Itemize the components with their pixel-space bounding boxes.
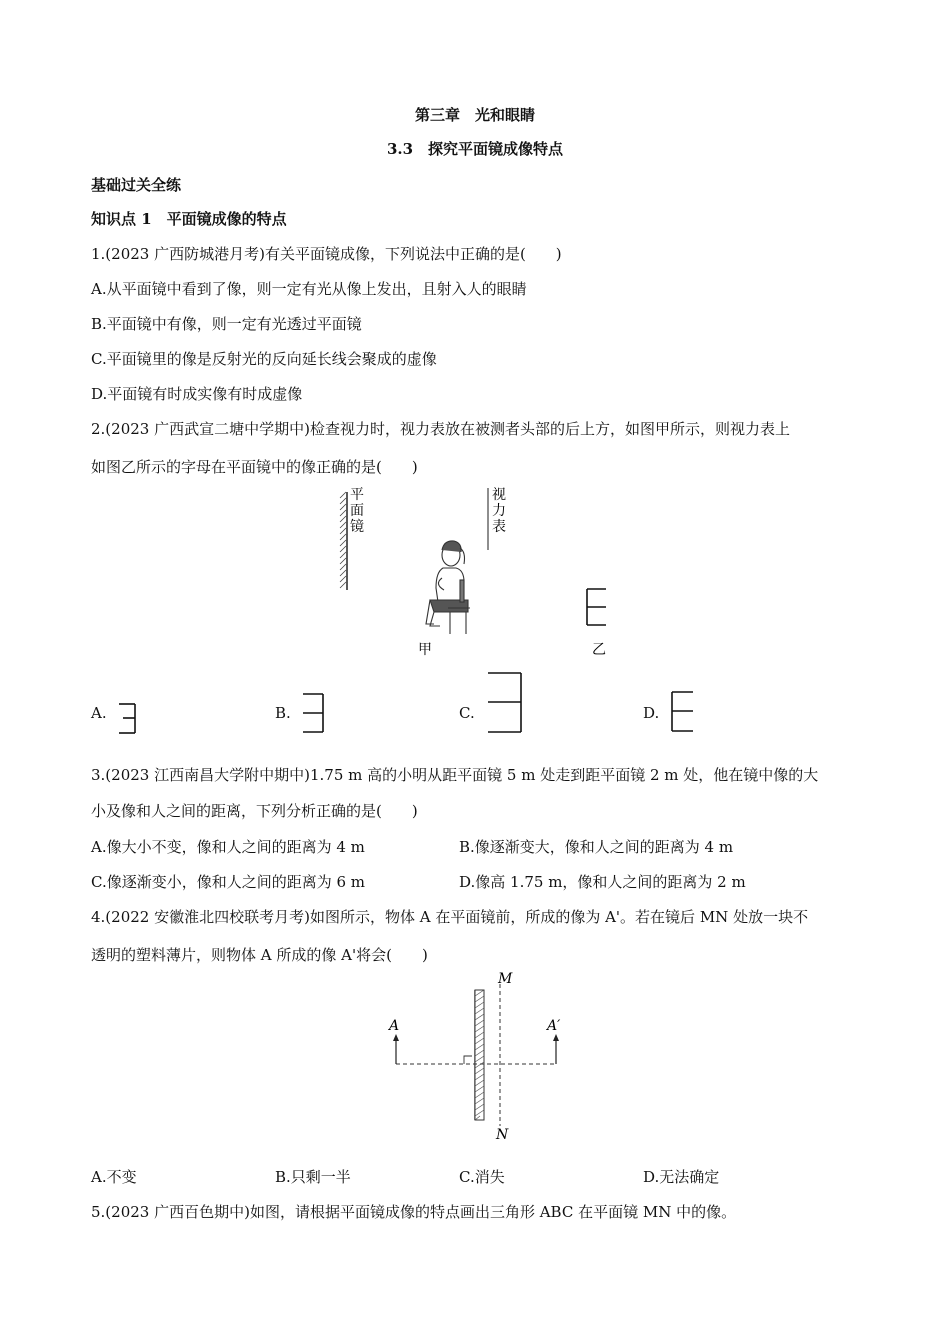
q1-option-c: C.平面镜里的像是反射光的反向延长线会聚成的虚像 <box>91 350 437 368</box>
mirror-label-3: 镜 <box>350 519 364 535</box>
q2-option-a-label: A. <box>91 704 107 722</box>
label-a: A <box>389 1018 400 1034</box>
q5-stem: 5.(2023 广西百色期中)如图，请根据平面镜成像的特点画出三角形 ABC 在平面镜 MN 中的像。 <box>91 1203 737 1221</box>
q4-figure <box>380 966 580 1146</box>
q2-option-b-figure <box>298 692 328 736</box>
q4-option-a: A.不变 <box>91 1168 137 1186</box>
plane-mirror <box>340 492 347 590</box>
q3-option-c: C.像逐渐变小，像和人之间的距离为 6 m <box>91 873 366 891</box>
q2-stem-line2: 如图乙所示的字母在平面镜中的像正确的是( ) <box>91 458 418 476</box>
q4-option-b: B.只剩一半 <box>275 1168 351 1186</box>
q4-mirror <box>475 990 484 1120</box>
object-a-arrow <box>393 1034 399 1064</box>
q2-option-a-figure <box>116 702 140 736</box>
q3-option-a: A.像大小不变，像和人之间的距离为 4 m <box>91 838 365 856</box>
q2-option-b-label: B. <box>275 704 291 722</box>
q2-option-c-figure <box>484 670 528 736</box>
part-title: 基础过关全练 <box>91 176 182 194</box>
label-m: M <box>498 971 513 987</box>
person-on-chair <box>426 541 470 634</box>
q3-option-b: B.像逐渐变大，像和人之间的距离为 4 m <box>459 838 734 856</box>
chapter-title: 第三章 光和眼睛 <box>414 106 535 124</box>
q2-option-c-label: C. <box>459 704 475 722</box>
q2-option-d-figure <box>668 690 698 736</box>
q2-option-d-label: D. <box>643 704 660 722</box>
q3-option-d: D.像高 1.75 m，像和人之间的距离为 2 m <box>459 873 746 891</box>
q4-option-c: C.消失 <box>459 1168 505 1186</box>
letter-e-figure <box>587 589 606 625</box>
q2-stem-line1: 2.(2023 广西武宣二塘中学期中)检查视力时，视力表放在被测者头部的后上方，如图甲所示，则视力表上 <box>91 420 790 438</box>
mirror-label-2: 面 <box>350 503 364 519</box>
chart-label-3: 表 <box>492 519 506 535</box>
q1-option-d: D.平面镜有时成实像有时成虚像 <box>91 385 303 403</box>
figure-label-jia: 甲 <box>418 642 432 658</box>
q3-stem-line1: 3.(2023 江西南昌大学附中期中)1.75 m 高的小明从距平面镜 5 m 处走到距平面镜 2 m 处，他在镜中像的大 <box>91 766 819 784</box>
q4-stem-line1: 4.(2022 安徽淮北四校联考月考)如图所示，物体 A 在平面镜前，所成的像为 A'。若在镜后 MN 处放一块不 <box>91 908 809 926</box>
knowledge-point-title: 知识点 1 平面镜成像的特点 <box>91 210 287 228</box>
q4-stem-line2: 透明的塑料薄片，则物体 A 所成的像 A'将会( ) <box>91 946 428 964</box>
label-n: N <box>496 1127 509 1143</box>
figure-label-yi: 乙 <box>592 642 606 658</box>
chart-label-1: 视 <box>492 487 506 503</box>
right-angle-mark <box>464 1056 472 1064</box>
mirror-label-1: 平 <box>350 487 364 503</box>
q1-stem: 1.(2023 广西防城港月考)有关平面镜成像，下列说法中正确的是( ) <box>91 245 562 263</box>
q3-stem-line2: 小及像和人之间的距离，下列分析正确的是( ) <box>91 802 418 820</box>
chart-label-2: 力 <box>492 503 506 519</box>
q2-figure <box>330 484 630 664</box>
q4-option-d: D.无法确定 <box>643 1168 720 1186</box>
section-title: 3.3 探究平面镜成像特点 <box>386 140 564 158</box>
image-a-prime-arrow <box>553 1034 559 1064</box>
label-a-prime: A′ <box>547 1018 561 1034</box>
q1-option-a: A.从平面镜中看到了像，则一定有光从像上发出，且射入人的眼睛 <box>91 280 527 298</box>
q1-option-b: B.平面镜中有像，则一定有光透过平面镜 <box>91 315 362 333</box>
